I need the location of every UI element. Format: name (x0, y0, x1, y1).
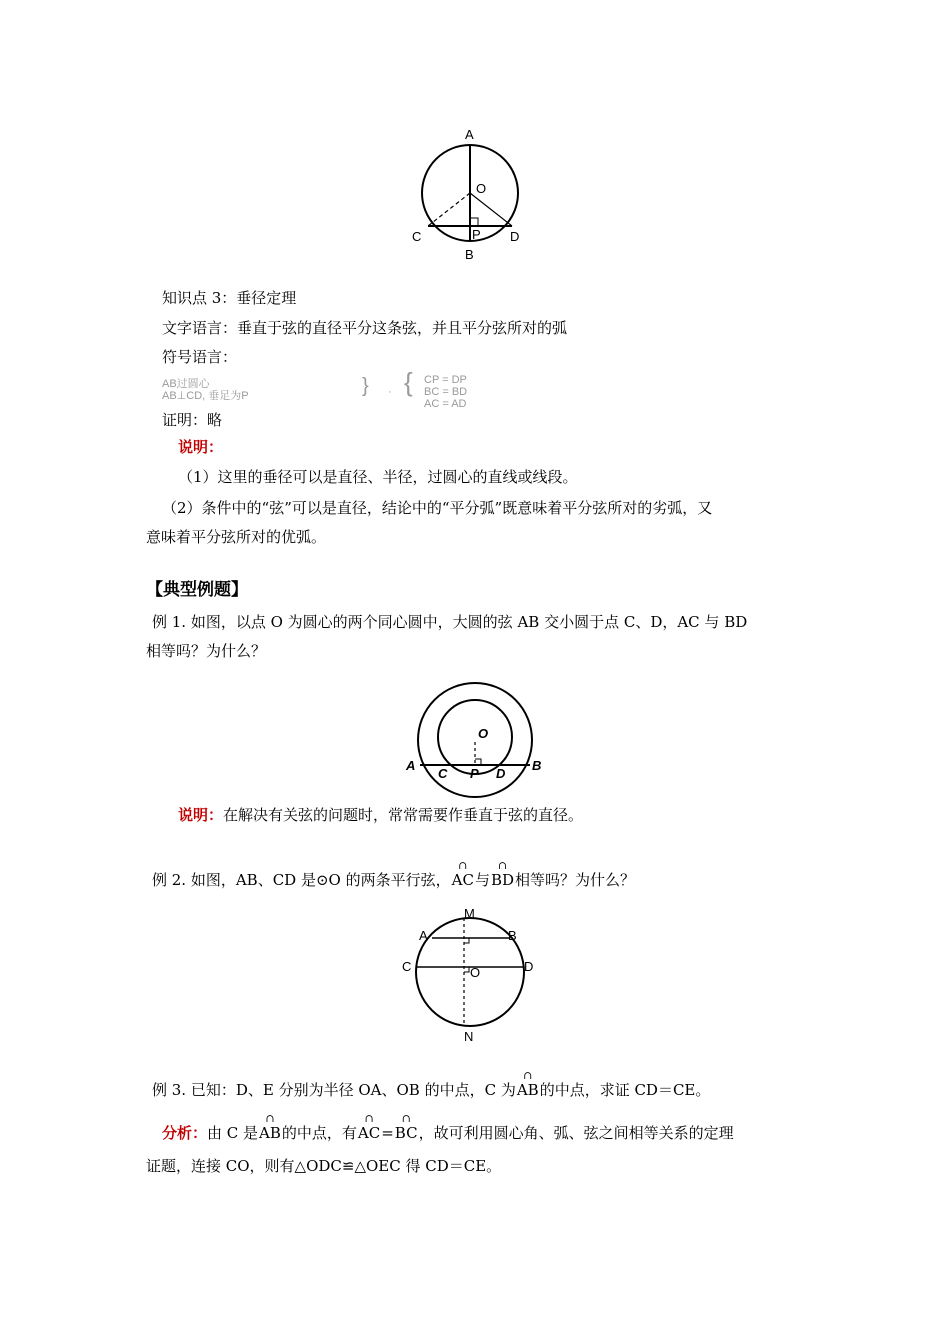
label-o: O (478, 726, 489, 741)
arc-ac: ∩ AC (451, 859, 474, 889)
label-b: B (465, 247, 474, 262)
ex3-line (152, 1069, 711, 1100)
label-n: N (464, 1029, 474, 1044)
formula-arrow: · (388, 386, 392, 398)
note1-label: 说明： (178, 438, 224, 456)
ex2-line (152, 859, 636, 890)
ex1-note (178, 805, 583, 825)
ex3-post: 的中点，求证 CD＝CE。 (539, 1081, 711, 1099)
arc-ab: ∩ AB (516, 1069, 539, 1099)
ex2-pre: 例 2. 如图，AB、CD 是⊙O 的两条平行弦， (152, 871, 451, 889)
label-o: O (476, 181, 487, 196)
figure-concentric-circles (400, 680, 550, 800)
symbolic-formula (162, 367, 532, 410)
label-d: D (510, 229, 520, 244)
label-d: D (496, 766, 506, 781)
ex1-note-text: 在解决有关弦的问题时，常常需要作垂直于弦的直径。 (223, 806, 584, 824)
label-a: A (406, 758, 416, 773)
analysis-line1 (162, 1112, 734, 1143)
arc-ac-2: ∩ AC (357, 1112, 381, 1142)
examples-heading: 【典型例题】 (146, 580, 248, 600)
analysis-line2: 证题，连接 CO，则有△ODC≌△OEC 得 CD＝CE。 (146, 1157, 502, 1175)
analysis-label: 分析： (162, 1124, 208, 1142)
formula-brace-1: } (362, 375, 369, 397)
label-a: A (419, 928, 428, 943)
label-m: M (464, 906, 475, 921)
analysis-post: ，故可利用圆心角、弧、弦之间相等关系的定理 (418, 1124, 734, 1142)
ex2-post: 相等吗？为什么？ (515, 871, 636, 889)
ex1-note-label: 说明： (178, 806, 224, 824)
figure-parallel-chords (398, 905, 548, 1045)
label-c: C (438, 766, 448, 781)
kp3-text: 文字语言：垂直于弦的直径平分这条弦，并且平分弦所对的弧 (162, 319, 568, 337)
ex1-line1: 例 1. 如图，以点 O 为圆心的两个同心圆中，大圆的弦 AB 交小圆于点 C、D，AC 与 BD (152, 613, 748, 631)
arc-bc: ∩ BC (394, 1112, 418, 1142)
analysis-eq: = (381, 1124, 394, 1142)
label-c: C (402, 959, 412, 974)
formula-left-1: AB过圆心 (162, 378, 210, 390)
label-p: P (470, 766, 479, 781)
formula-right-2: BC = BD (424, 386, 468, 398)
label-b: B (532, 758, 542, 773)
label-c: C (412, 229, 422, 244)
radius-od (470, 193, 512, 226)
radius-oc (428, 193, 470, 226)
arc-bd: ∩ BD (490, 859, 515, 889)
formula-right-1: CP = DP (424, 374, 467, 386)
kp3-symbol: 符号语言： (162, 348, 238, 366)
formula-right-3: AC = AD (424, 398, 467, 410)
formula-brace-2: { (404, 367, 413, 397)
note1-item2a: （2）条件中的“弦”可以是直径，结论中的“平分弧”既意味着平分弦所对的劣弧，又 (162, 499, 713, 517)
ex2-mid: 与 (474, 871, 490, 889)
ex1-line2: 相等吗？为什么？ (146, 642, 267, 660)
analysis-mid: 的中点，有 (281, 1124, 357, 1142)
label-a: A (465, 127, 474, 142)
kp3-proof: 证明：略 (162, 411, 223, 429)
analysis-pre: 由 C 是 (207, 1124, 259, 1142)
right-angle-mark (470, 218, 478, 226)
label-d: D (524, 959, 534, 974)
label-o: O (470, 965, 481, 980)
ex3-pre: 例 3. 已知：D、E 分别为半径 OA、OB 的中点，C 为 (152, 1081, 516, 1099)
arc-ab-2: ∩ AB (259, 1112, 281, 1142)
label-p: P (472, 227, 481, 242)
note1-item2b: 意味着平分弦所对的优弧。 (146, 528, 327, 546)
note1-item1: （1）这里的垂径可以是直径、半径，过圆心的直线或线段。 (178, 468, 578, 486)
figure-perpendicular-diameter (410, 125, 540, 265)
formula-left-2: AB⊥CD, 垂足为P (162, 390, 249, 402)
label-b: B (508, 928, 517, 943)
kp3-title: 知识点 3：垂径定理 (162, 289, 297, 307)
